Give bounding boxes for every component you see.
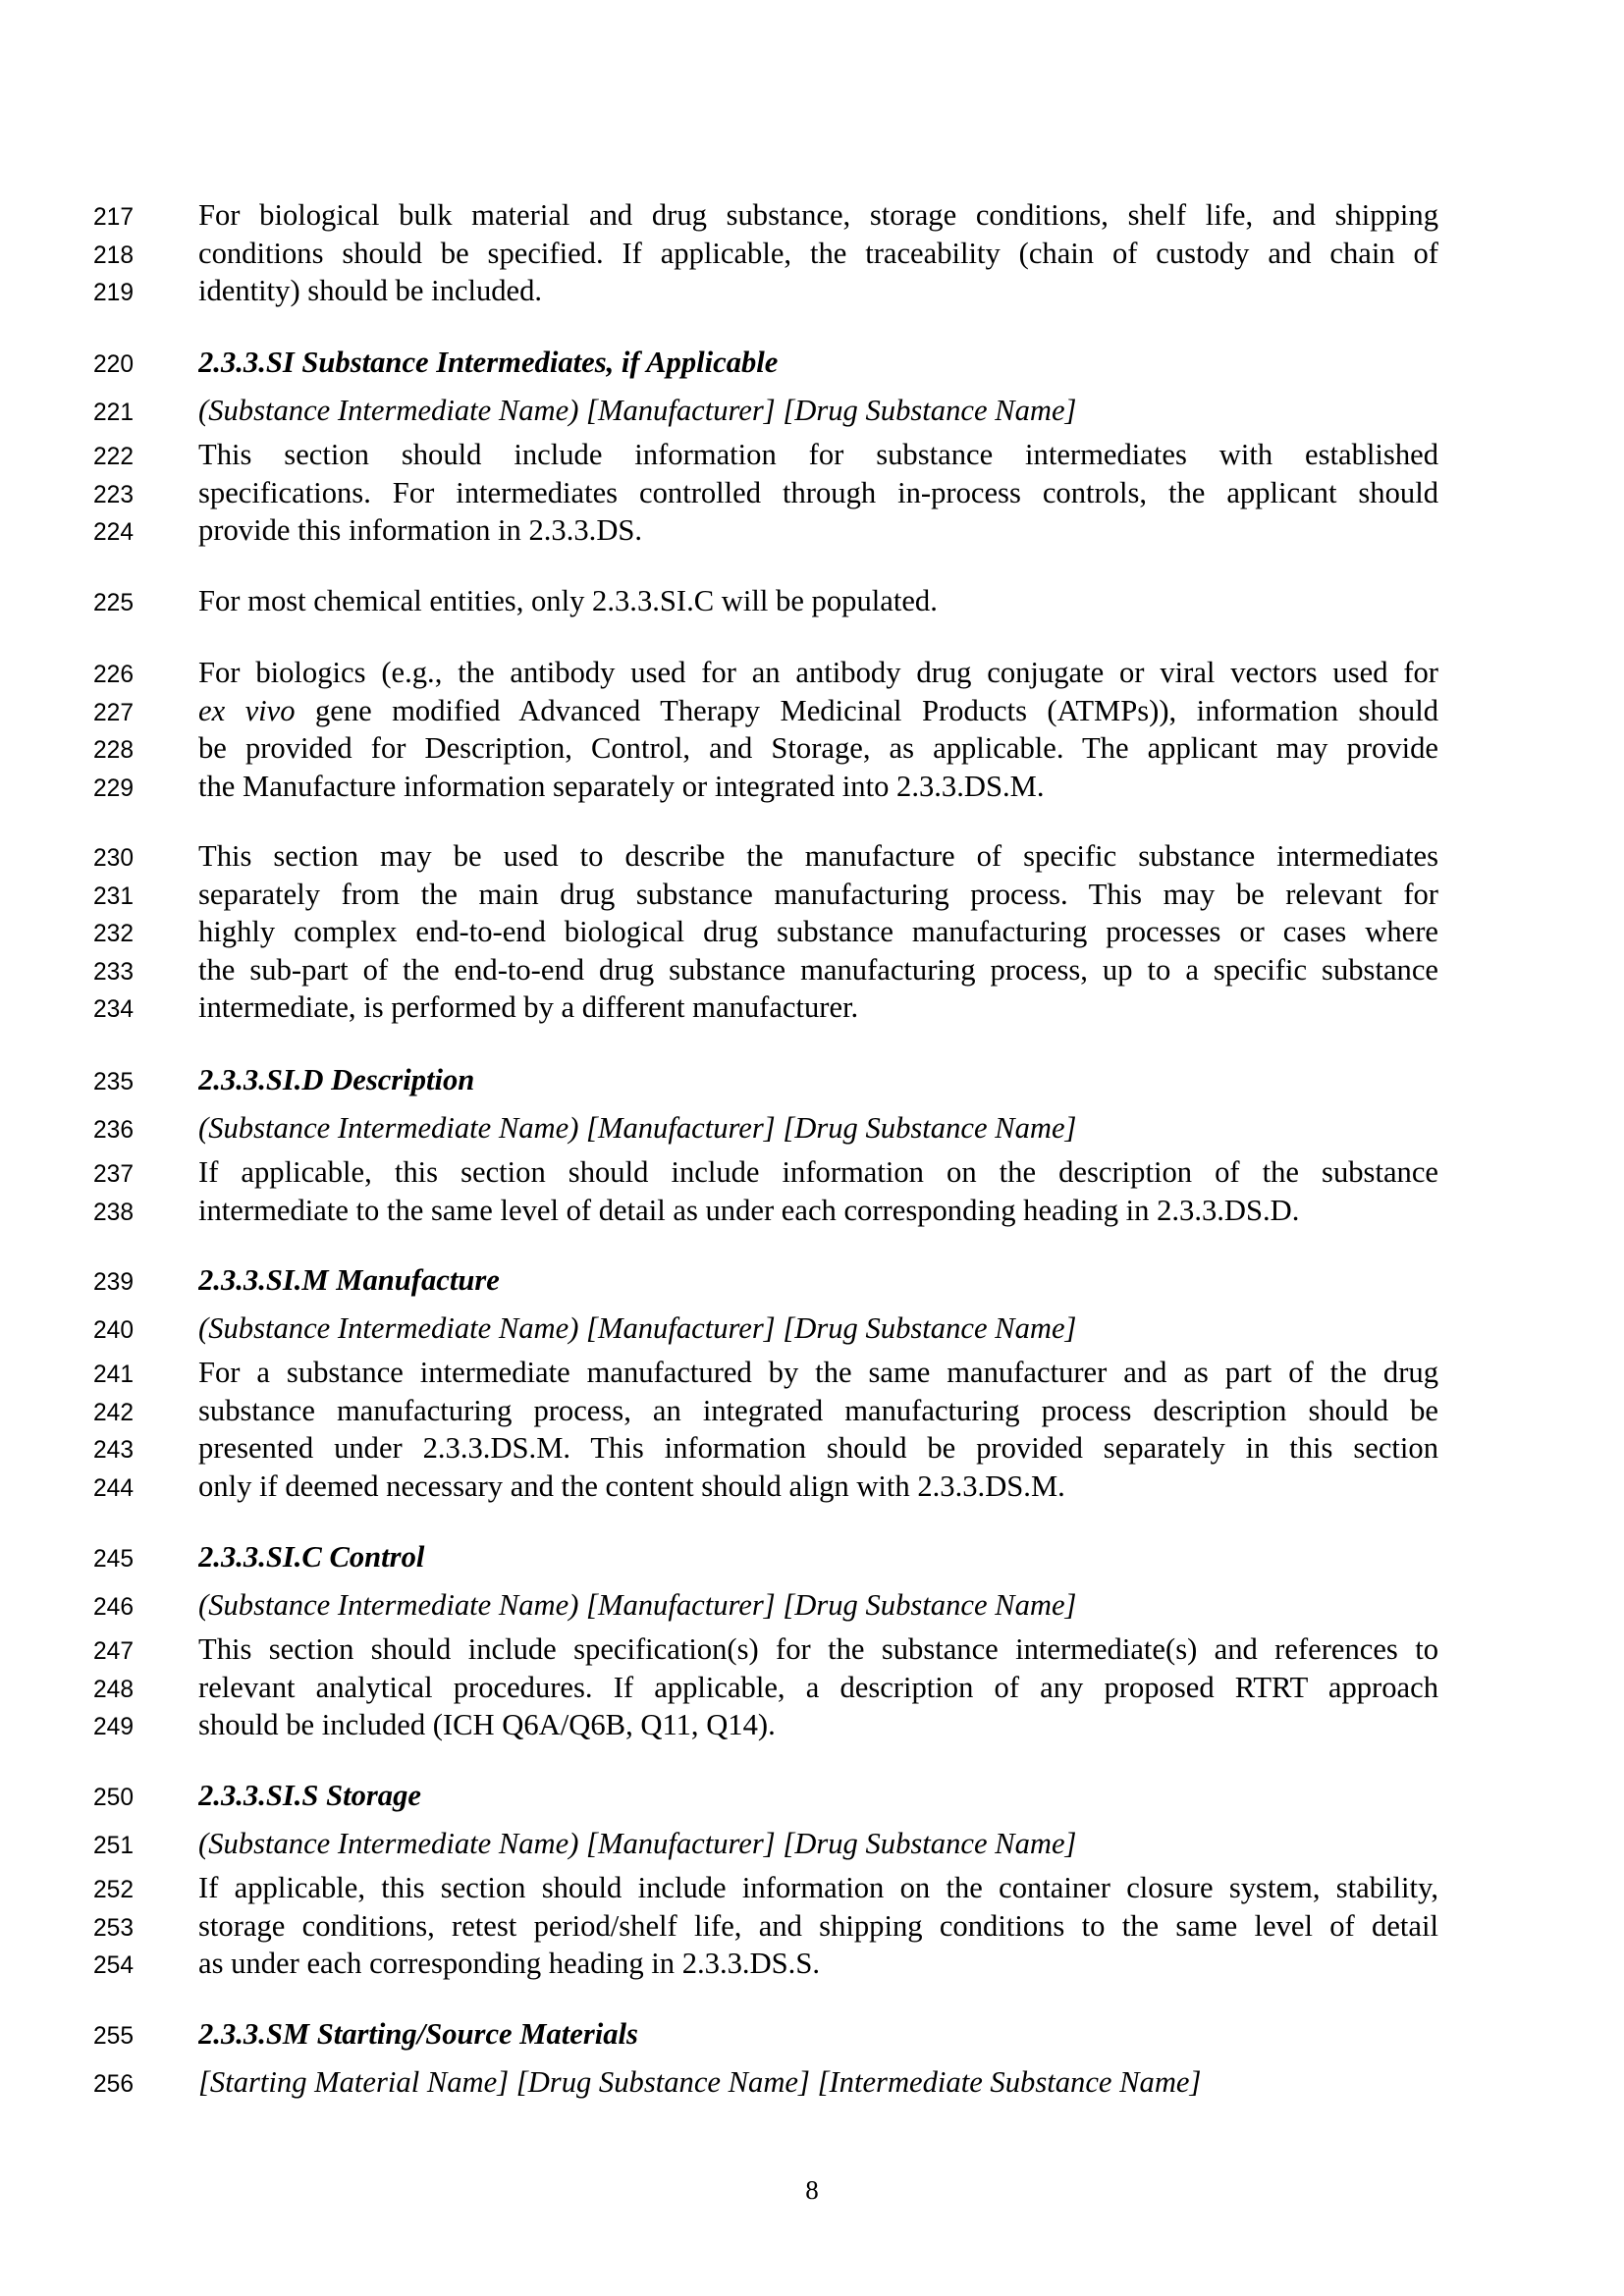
- line-number: 237: [93, 1161, 135, 1188]
- line: [93, 1669, 1438, 1707]
- line: [93, 1706, 1438, 1744]
- line: [93, 1630, 1438, 1669]
- line: [93, 837, 1438, 876]
- line-number: 227: [93, 699, 135, 726]
- line: [93, 2063, 1438, 2102]
- heading-text: 2.3.3.SI.S Storage: [198, 1779, 421, 1812]
- page-number: 8: [805, 2175, 819, 2205]
- line-number: 228: [93, 737, 135, 764]
- section-heading: [93, 1261, 1438, 1300]
- line-number: 219: [93, 280, 135, 306]
- line-text: presented under 2.3.3.DS.M. This information should be provided separately in this section: [198, 1431, 1438, 1465]
- line-text: [198, 692, 1438, 730]
- line: [93, 1192, 1438, 1230]
- line-number: 231: [93, 882, 135, 910]
- heading-text: 2.3.3.SI.C Control: [198, 1540, 425, 1574]
- line: [93, 196, 1438, 235]
- line-number: 239: [93, 1269, 135, 1296]
- line: [93, 1061, 1438, 1099]
- line: [93, 1907, 1438, 1946]
- line: [93, 654, 1438, 692]
- line-text-rest: gene modified Advanced Therapy Medicinal Products (ATMPs)), information should: [314, 693, 1438, 727]
- heading-text: 2.3.3.SI.M Manufacture: [198, 1263, 500, 1297]
- line-text: If applicable, this section should include information on the container closure system, stability,: [198, 1871, 1438, 1904]
- line: [93, 951, 1438, 989]
- line-text: only if deemed necessary and the content should align with 2.3.3.DS.M.: [198, 1468, 1065, 1503]
- line-text: intermediate to the same level of detail as under each corresponding heading in 2.3.3.DS.D.: [198, 1193, 1300, 1227]
- line: [93, 692, 1438, 730]
- section-subtitle: [93, 1825, 1438, 1863]
- line: [93, 1261, 1438, 1300]
- line-number: 233: [93, 958, 135, 986]
- line-text: provide this information in 2.3.3.DS.: [198, 513, 643, 547]
- line-text: be provided for Description, Control, and Storage, as applicable. The applicant may provide: [198, 731, 1438, 765]
- line-text: should be included (ICH Q6A/Q6B, Q11, Q14).: [198, 1708, 776, 1741]
- line: [93, 1354, 1438, 1392]
- paragraph: [93, 436, 1438, 550]
- line-text: as under each corresponding heading in 2.3.3.DS.S.: [198, 1947, 820, 1980]
- section-subtitle: [93, 1109, 1438, 1148]
- line: [93, 272, 1438, 310]
- line-number: 240: [93, 1317, 135, 1344]
- line-number: 243: [93, 1437, 135, 1464]
- line-number: 225: [93, 590, 135, 616]
- line: [93, 1777, 1438, 1815]
- line: [93, 235, 1438, 273]
- line-text: storage conditions, retest period/shelf life, and shipping conditions to the same level of detail: [198, 1908, 1438, 1943]
- line-text: For most chemical entities, only 2.3.3.SI.C will be populated.: [198, 584, 938, 617]
- line-number: 253: [93, 1914, 135, 1942]
- line: [93, 511, 1438, 550]
- line: [93, 392, 1438, 430]
- subtitle-text: (Substance Intermediate Name) [Manufacturer] [Drug Substance Name]: [198, 1827, 1077, 1860]
- line-number: 224: [93, 519, 135, 546]
- paragraph: [93, 1869, 1438, 1983]
- line-number: 236: [93, 1117, 135, 1144]
- line-text: intermediate, is performed by a different manufacturer.: [198, 990, 859, 1024]
- line-number: 230: [93, 845, 135, 872]
- heading-text: 2.3.3.SM Starting/Source Materials: [198, 2017, 638, 2051]
- subtitle-text: (Substance Intermediate Name) [Manufacturer] [Drug Substance Name]: [198, 1111, 1077, 1145]
- heading-text: 2.3.3.SI Substance Intermediates, if Applicable: [198, 346, 779, 379]
- line: [93, 582, 1438, 620]
- line-number: 222: [93, 444, 135, 470]
- line-number: 232: [93, 921, 135, 947]
- line-number: 226: [93, 662, 135, 688]
- line-number: 246: [93, 1594, 135, 1621]
- subtitle-text: [Starting Material Name] [Drug Substance Name] [Intermediate Substance Name]: [198, 2065, 1202, 2099]
- section-subtitle: [93, 2063, 1438, 2102]
- line-text: the sub-part of the end-to-end drug substance manufacturing process, up to a specific substance: [198, 952, 1438, 987]
- line: [93, 988, 1438, 1027]
- subtitle-text: (Substance Intermediate Name) [Manufacturer] [Drug Substance Name]: [198, 1588, 1077, 1622]
- line-text: separately from the main drug substance manufacturing process. This may be relevant for: [198, 877, 1438, 911]
- line-number: 241: [93, 1362, 135, 1388]
- line-number: 251: [93, 1833, 135, 1859]
- section-heading: [93, 2015, 1438, 2054]
- line: [93, 1945, 1438, 1983]
- line-text: This section should include information for substance intermediates with established: [198, 438, 1438, 471]
- line-number: 234: [93, 996, 135, 1023]
- section-heading: [93, 1061, 1438, 1099]
- line-text: This section may be used to describe the manufacture of specific substance intermediates: [198, 839, 1438, 873]
- line-number: 249: [93, 1714, 135, 1740]
- line: [93, 1392, 1438, 1430]
- line-number: 254: [93, 1952, 135, 1979]
- section-heading: [93, 1538, 1438, 1576]
- line-text: substance manufacturing process, an integrated manufacturing process description should be: [198, 1393, 1438, 1427]
- line-number: 235: [93, 1069, 135, 1095]
- line-number: 238: [93, 1199, 135, 1226]
- line-text: For biological bulk material and drug substance, storage conditions, shelf life, and shipping: [198, 198, 1438, 232]
- line: [93, 1153, 1438, 1192]
- line-number: 248: [93, 1676, 135, 1703]
- paragraph: [93, 582, 1438, 620]
- line-text: For biologics (e.g., the antibody used for an antibody drug conjugate or viral vectors used for: [198, 656, 1438, 689]
- line-number: 220: [93, 351, 135, 378]
- subtitle-text: (Substance Intermediate Name) [Manufacturer] [Drug Substance Name]: [198, 394, 1077, 427]
- line: [93, 344, 1438, 382]
- line-text: If applicable, this section should include information on the description of the substance: [198, 1155, 1438, 1189]
- paragraph: [93, 837, 1438, 1027]
- section-heading: [93, 344, 1438, 382]
- line: [93, 876, 1438, 914]
- line: [93, 1869, 1438, 1907]
- line-text: conditions should be specified. If applicable, the traceability (chain of custody and chain of: [198, 236, 1438, 270]
- italic-term: ex vivo: [198, 693, 296, 727]
- line: [93, 1309, 1438, 1348]
- line: [93, 436, 1438, 474]
- line: [93, 1538, 1438, 1576]
- line: [93, 2015, 1438, 2054]
- line-text: This section should include specification(s) for the substance intermediate(s) and references to: [198, 1632, 1438, 1666]
- line-number: 217: [93, 204, 135, 231]
- line: [93, 1586, 1438, 1625]
- section-subtitle: [93, 1309, 1438, 1348]
- line-number: 221: [93, 400, 135, 426]
- line-text: specifications. For intermediates controlled through in-process controls, the applicant should: [198, 475, 1438, 509]
- paragraph: [93, 1630, 1438, 1744]
- line-number: 218: [93, 241, 135, 269]
- section-subtitle: [93, 1586, 1438, 1625]
- line: [93, 1429, 1438, 1468]
- heading-text: 2.3.3.SI.D Description: [198, 1063, 475, 1096]
- line: [93, 1825, 1438, 1863]
- line-number: 223: [93, 481, 135, 508]
- line-text: identity) should be included.: [198, 274, 543, 307]
- paragraph: [93, 654, 1438, 805]
- line-number: 229: [93, 774, 135, 802]
- line-number: 244: [93, 1474, 135, 1502]
- section-heading: [93, 1777, 1438, 1815]
- line-number: 255: [93, 2023, 135, 2050]
- paragraph: [93, 196, 1438, 310]
- line-number: 247: [93, 1638, 135, 1665]
- line: [93, 913, 1438, 951]
- line-number: 242: [93, 1399, 135, 1426]
- subtitle-text: (Substance Intermediate Name) [Manufacturer] [Drug Substance Name]: [198, 1311, 1077, 1345]
- line-text: the Manufacture information separately or integrated into 2.3.3.DS.M.: [198, 769, 1045, 803]
- line-text: For a substance intermediate manufactured by the same manufacturer and as part of the drug: [198, 1356, 1438, 1389]
- section-subtitle: [93, 392, 1438, 430]
- line: [93, 1468, 1438, 1506]
- line: [93, 1109, 1438, 1148]
- paragraph: [93, 1153, 1438, 1229]
- line-text: highly complex end-to-end biological drug substance manufacturing processes or cases where: [198, 915, 1438, 948]
- line: [93, 729, 1438, 768]
- line-text: relevant analytical procedures. If applicable, a description of any proposed RTRT approach: [198, 1670, 1438, 1704]
- line: [93, 768, 1438, 806]
- line-number: 256: [93, 2071, 135, 2098]
- line-number: 250: [93, 1785, 135, 1811]
- line-number: 252: [93, 1877, 135, 1903]
- line-number: 245: [93, 1546, 135, 1573]
- paragraph: [93, 1354, 1438, 1505]
- line: [93, 474, 1438, 512]
